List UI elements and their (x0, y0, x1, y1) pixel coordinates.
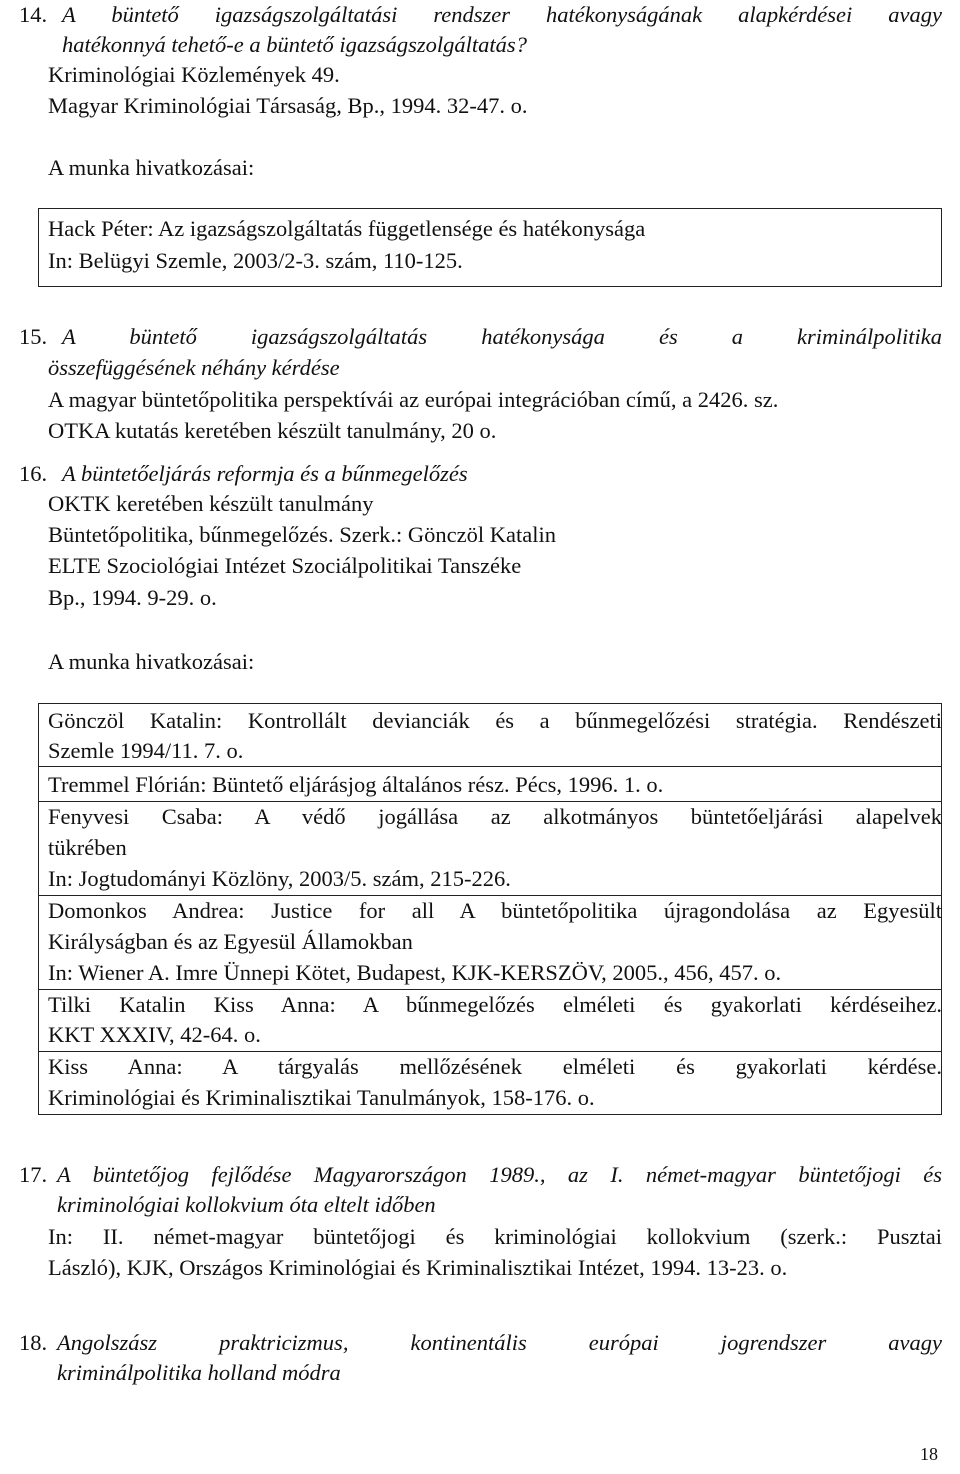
reference-line: Domonkos Andrea: Justice for all A büntetőpolitika újragondolása az Egyesült (48, 898, 942, 923)
reference-line: Tremmel Flórián: Büntető eljárásjog általános rész. Pécs, 1996. 1. o. (48, 772, 664, 797)
item-number: 16. (19, 461, 48, 486)
item-body-line: OTKA kutatás keretében készült tanulmány, 20 o. (48, 418, 497, 443)
item-title: kriminológiai kollokvium óta eltelt időben (57, 1192, 436, 1217)
item-number: 14. (19, 2, 48, 27)
reference-divider (38, 766, 942, 767)
reference-line: In: Wiener A. Imre Ünnepi Kötet, Budapest, KJK-KERSZÖV, 2005., 456, 457. o. (48, 960, 782, 985)
item-number: 18. (19, 1330, 48, 1355)
reference-line: Kriminológiai és Kriminalisztikai Tanulmányok, 158-176. o. (48, 1085, 595, 1110)
page-number: 18 (920, 1444, 938, 1464)
item-title: hatékonnyá tehető-e a büntető igazságszolgáltatás? (62, 32, 527, 57)
item-title: Angolszász praktricizmus, kontinentális európai jogrendszer avagy (57, 1330, 942, 1355)
item-title: kriminálpolitika holland módra (57, 1360, 341, 1385)
item-body-line: ELTE Szociológiai Intézet Szociálpolitikai Tanszéke (48, 553, 522, 578)
reference-line: tükrében (48, 835, 127, 860)
reference-line: In: Belügyi Szemle, 2003/2-3. szám, 110-125. (48, 248, 463, 273)
reference-line: Királyságban és az Egyesül Államokban (48, 929, 413, 954)
item-body-line: A magyar büntetőpolitika perspektívái az európai integrációban című, a 2426. sz. (48, 387, 779, 412)
item-body-line: Büntetőpolitika, bűnmegelőzés. Szerk.: Gönczöl Katalin (48, 522, 556, 547)
item-title: A büntető igazságszolgáltatási rendszer hatékonyságának alapkérdései avagy (62, 2, 942, 27)
item-body-line: Bp., 1994. 9-29. o. (48, 585, 217, 610)
reference-line: Gönczöl Katalin: Kontrollált devianciák és a bűnmegelőzési stratégia. Rendészeti (48, 708, 942, 733)
item-body-line: László), KJK, Országos Kriminológiai és Kriminalisztikai Intézet, 1994. 13-23. o. (48, 1255, 788, 1280)
item-title: A büntetőjog fejlődése Magyarországon 1989., az I. német-magyar büntetőjogi és (57, 1162, 942, 1187)
reference-line: Hack Péter: Az igazságszolgáltatás függetlensége és hatékonysága (48, 216, 646, 241)
item-title: A büntetőeljárás reformja és a bűnmegelőzés (62, 461, 468, 486)
item-number: 17. (19, 1162, 48, 1187)
reference-line: Kiss Anna: A tárgyalás mellőzésének elméleti és gyakorlati kérdése. (48, 1054, 942, 1079)
reference-line: Fenyvesi Csaba: A védő jogállása az alkotmányos büntetőeljárási alapelvek (48, 804, 942, 829)
item-title: összefüggésének néhány kérdése (48, 355, 340, 380)
reference-line: Tilki Katalin Kiss Anna: A bűnmegelőzés elméleti és gyakorlati kérdéseihez. (48, 992, 942, 1017)
item-body-line: OKTK keretében készült tanulmány (48, 491, 374, 516)
reference-line: In: Jogtudományi Közlöny, 2003/5. szám, 215-226. (48, 866, 511, 891)
item-body-line: Kriminológiai Közlemények 49. (48, 62, 340, 87)
references-label: A munka hivatkozásai: (48, 155, 255, 180)
item-body-line: In: II. német-magyar büntetőjogi és kriminológiai kollokvium (szerk.: Pusztai (48, 1224, 942, 1249)
references-label: A munka hivatkozásai: (48, 649, 255, 674)
item-number: 15. (19, 324, 48, 349)
item-title: A büntető igazságszolgáltatás hatékonysága és a kriminálpolitika (62, 324, 942, 349)
reference-line: KKT XXXIV, 42-64. o. (48, 1022, 261, 1047)
reference-line: Szemle 1994/11. 7. o. (48, 738, 244, 763)
item-body-line: Magyar Kriminológiai Társaság, Bp., 1994. 32-47. o. (48, 93, 528, 118)
